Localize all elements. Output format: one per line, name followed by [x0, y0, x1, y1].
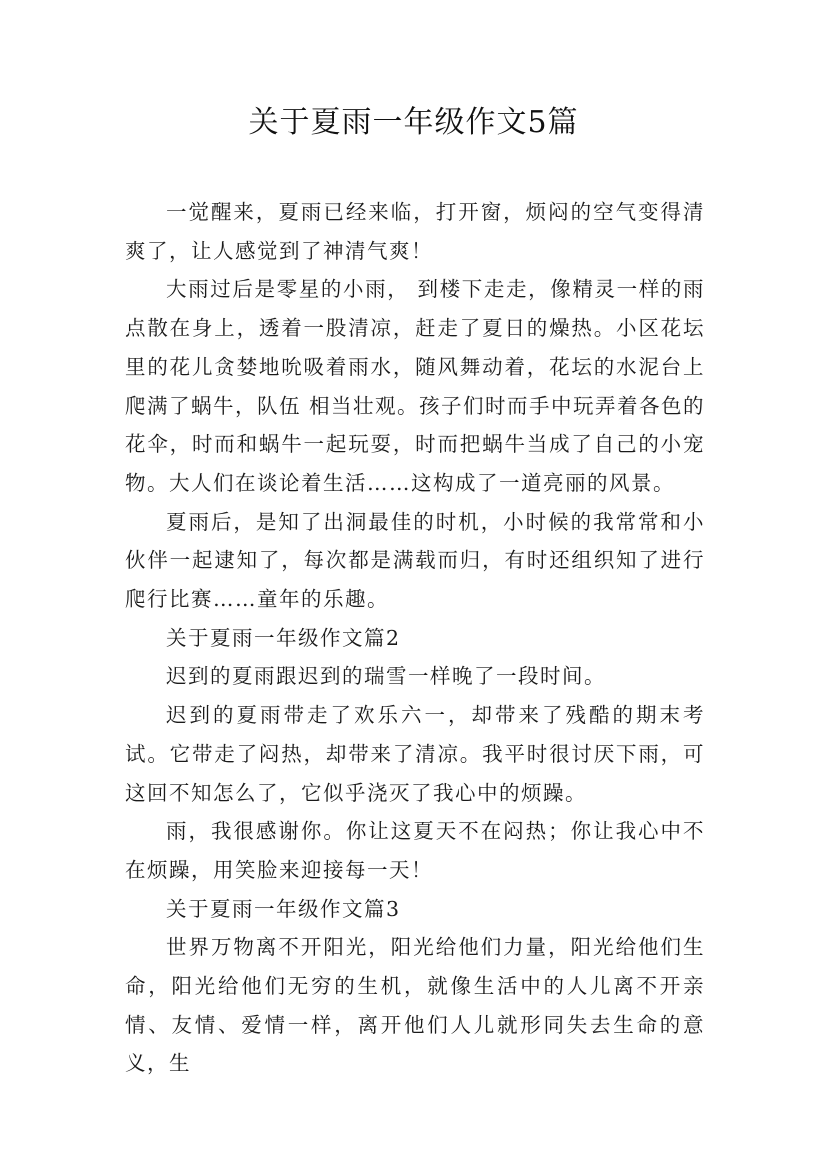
section-heading: 关于夏雨一年级作文篇2: [166, 625, 401, 650]
paragraph: 一觉醒来，夏雨已经来临，打开窗，烦闷的空气变得清爽了，让人感觉到了神清气爽！: [125, 200, 705, 263]
paragraph: 大雨过后是零星的小雨， 到楼下走走，像精灵一样的雨点散在身上，透着一股清凉，赶走了夏日的燥热。小区花坛里的花儿贪婪地吮吸着雨水，随风舞动着，花坛的水泥台上爬满了蜗牛，队伍 相当壮观。孩子们时而手中玩弄着各色的花伞，时而和蜗牛一起玩耍，时而把蜗牛当成了自己的小宠物。大人们在谈论着生活……这构成了一道亮丽的风景。: [125, 277, 706, 495]
section-heading: 关于夏雨一年级作文篇3: [166, 896, 401, 921]
paragraph: 迟到的夏雨跟迟到的瑞雪一样晚了一段时间。: [166, 664, 606, 689]
paragraph: 夏雨后，是知了出洞最佳的时机，小时候的我常常和小伙伴一起逮知了，每次都是满载而归，有时还组织知了进行爬行比赛……童年的乐趣。: [125, 509, 705, 612]
document-title: 关于夏雨一年级作文5篇: [248, 105, 579, 140]
paragraph: 雨，我很感谢你。你让这夏天不在闷热；你让我心中不在烦躁，用笑脸来迎接每一天！: [125, 819, 705, 882]
paragraph: 世界万物离不开阳光，阳光给他们力量，阳光给他们生命，阳光给他们无穷的生机，就像生活中的人儿离不开亲情、友情、爱情一样，离开他们人儿就形同失去生命的意义，生: [125, 935, 705, 1076]
paragraph: 迟到的夏雨带走了欢乐六一，却带来了残酷的期末考试。它带走了闷热，却带来了清凉。我平时很讨厌下雨，可这回不知怎么了，它似乎浇灭了我心中的烦躁。: [125, 703, 705, 805]
document-body: [125, 193, 705, 1083]
